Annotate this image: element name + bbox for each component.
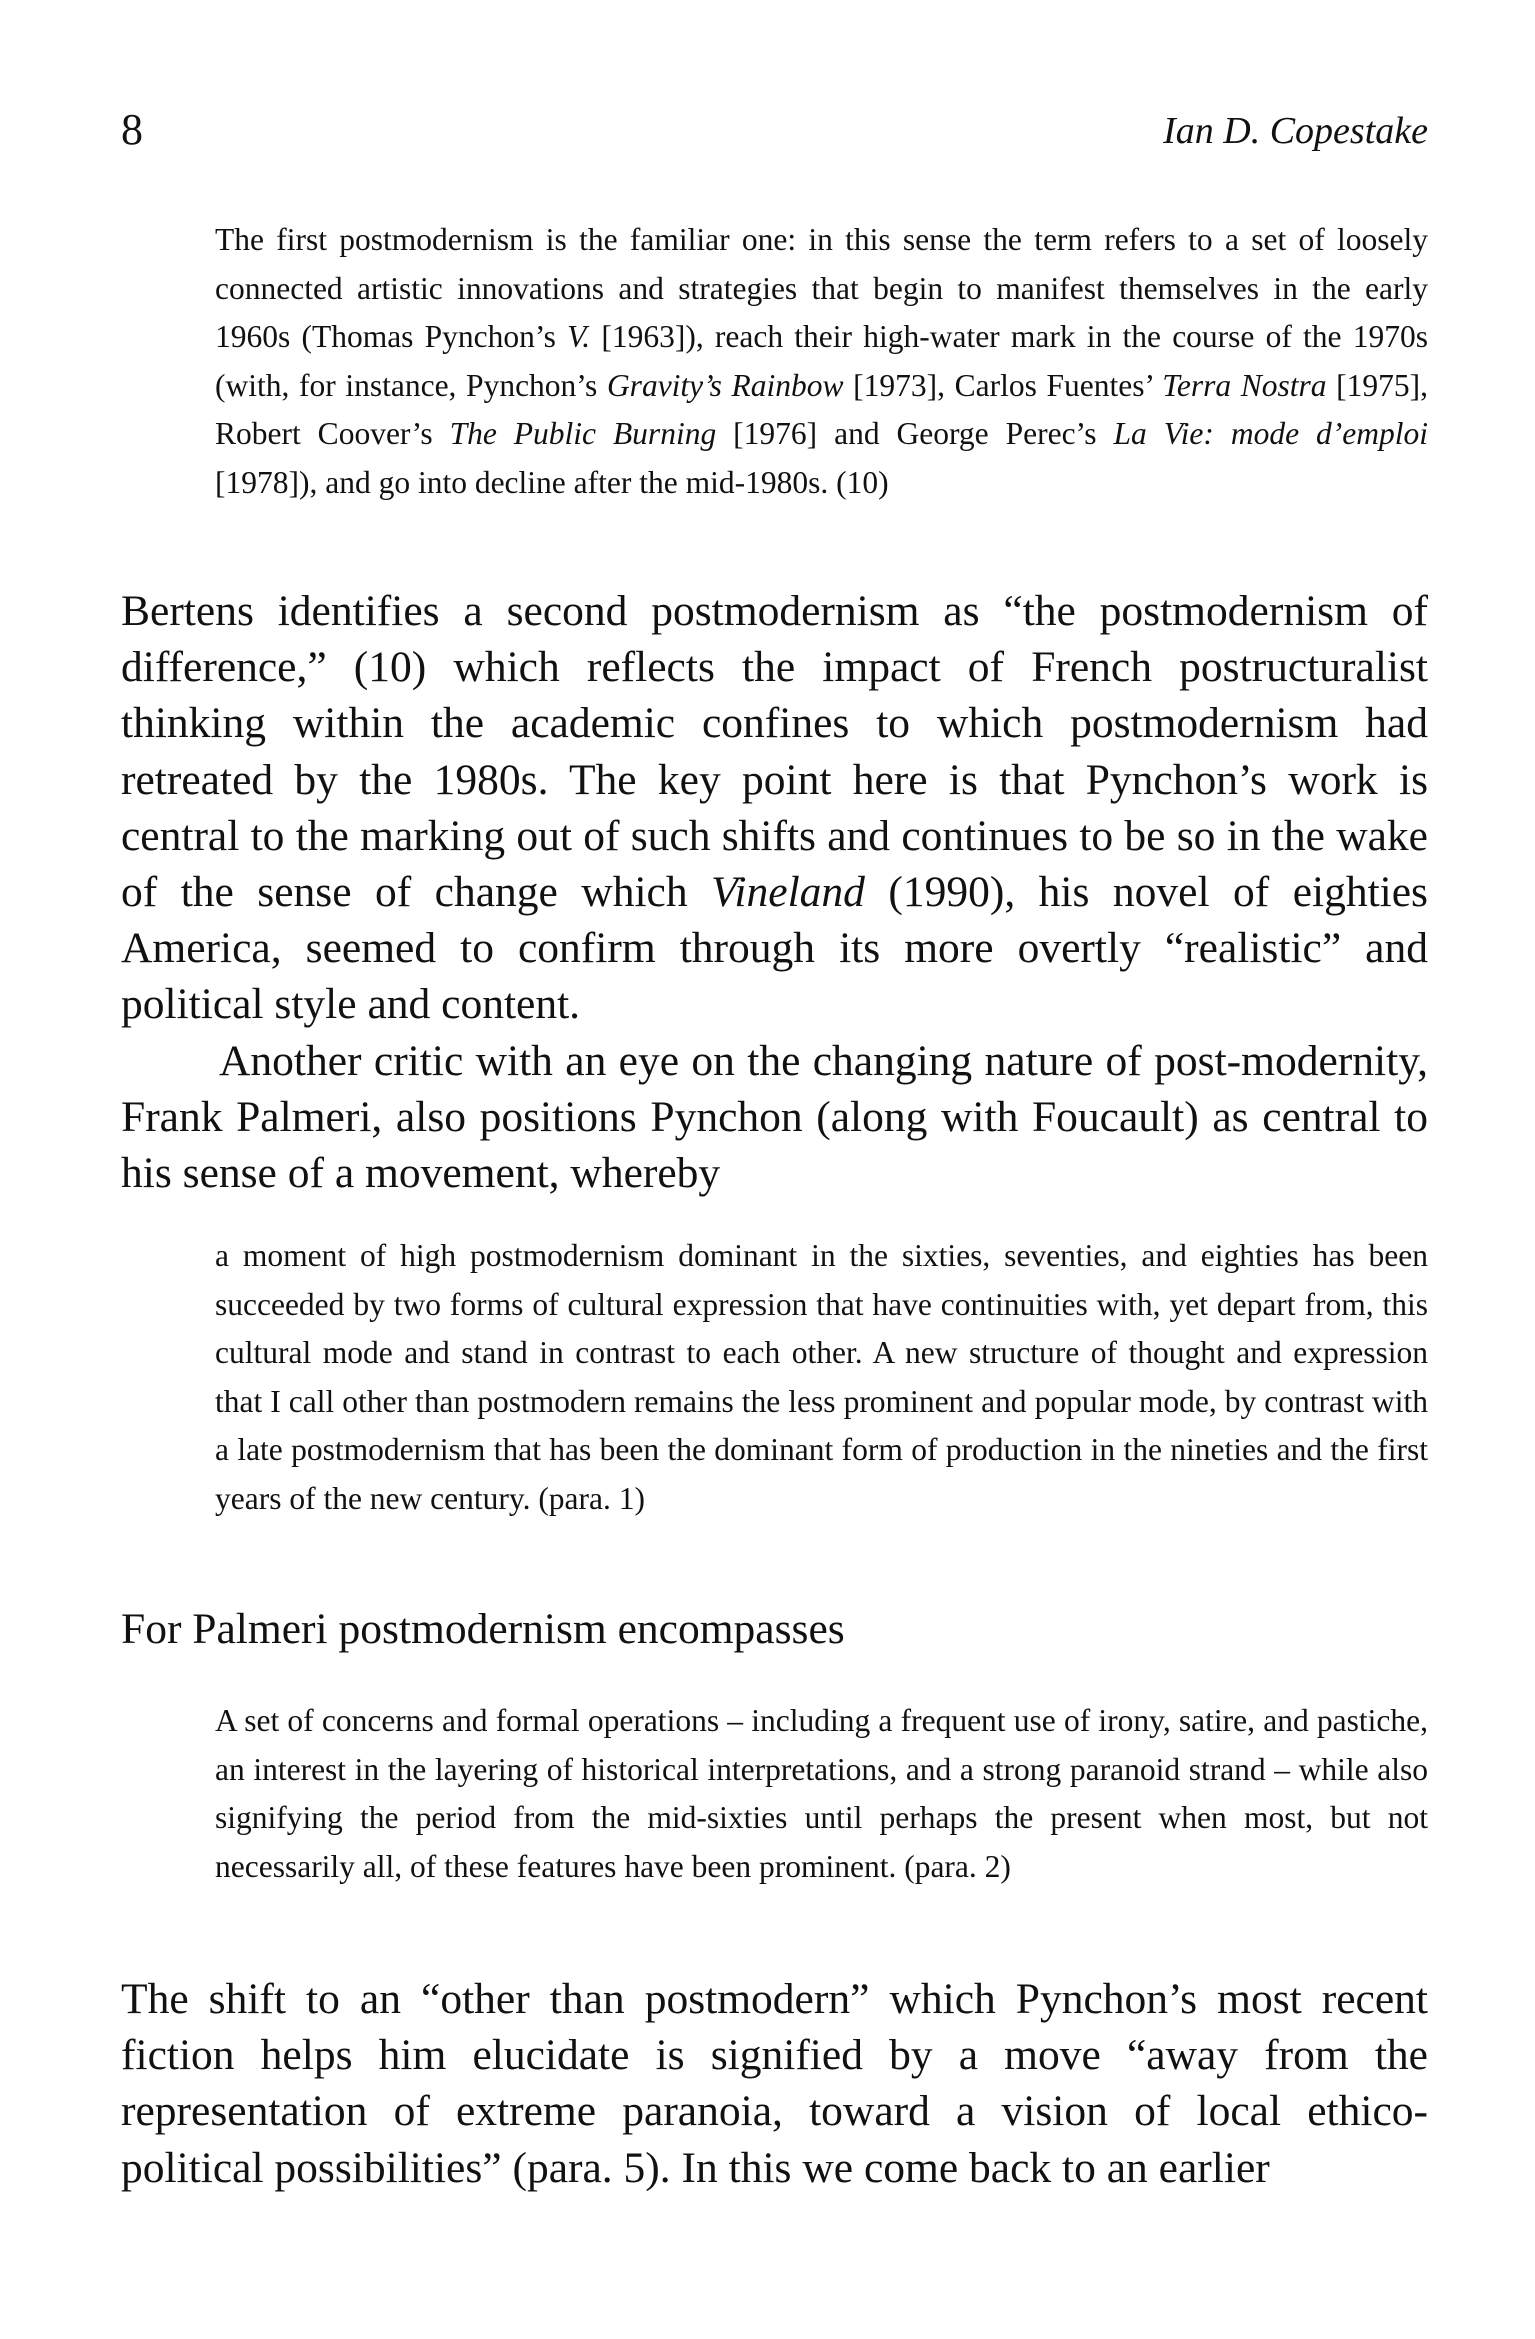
body-text: Bertens identifies a second postmodernism as “the postmodernism of difference,” (10) which reflects the impact of French postructuralist thinking within the academic confines to which postmodernism had retreated by the 1980s. The key point here is that Pynchon’s work is central to the marking out of such shifts and continues to be so in the wake of the sense of change which [121, 587, 1428, 917]
quote-paragraph: a moment of high postmodernism dominant in the sixties, seventies, and eighties has been succeeded by two forms of cultural expression that have continuities with, yet depart from, this cultural mode and stand in contrast to each other. A new structure of thought and expression that I call other than postmodern remains the less prominent and popular mode, by contrast with a late postmodernism that has been the dominant form of production in the nineties and the first years of the new century. (para. 1) [215, 1238, 1428, 1516]
quote-text: [1976] and George Perec’s [716, 416, 1114, 452]
body-text: (1990), his novel of eighties America, seemed to confirm through its more overtly “realistic” and political style and content. [121, 868, 1428, 1029]
body-section-1 [121, 583, 1428, 1201]
quote-text: [1963]), reach their high-water mark in the course of the 1970s (with, for instance, Pynchon’s [215, 319, 1428, 403]
block-quote-palmeri-2 [215, 1697, 1428, 1891]
body-paragraph: Another critic with an eye on the changing nature of post-modernity, Frank Palmeri, also positions Pynchon (along with Foucault) as central to his sense of a movement, whereby [121, 1036, 1428, 1198]
block-quote-bertens [215, 216, 1428, 508]
running-head: Ian D. Copestake [1163, 110, 1428, 152]
title-la-vie: La Vie: mode d’emploi [1113, 416, 1428, 452]
quote-text: [1975], Robert Coover’s [215, 367, 1428, 452]
quote-text: The first postmodernism is the familiar one: in this sense the term refers to a set of loosely connected artistic innovations and strategies that begin to manifest themselves in the early 1960s (Thomas Pynchon’s [215, 222, 1428, 355]
quote-paragraph [215, 216, 1428, 508]
title-v: V. [567, 319, 591, 355]
quote-paragraph: A set of concerns and formal operations – including a frequent use of irony, satire, and pastiche, an interest in the layering of historical interpretations, and a strong paranoid strand – while also signifying the period from the mid-sixties until perhaps the present when most, but not necessarily all, of these features have been prominent. (para. 2) [215, 1703, 1428, 1884]
body-paragraph [121, 583, 1428, 1033]
title-vineland: Vineland [711, 868, 865, 917]
quote-text: [1973], Carlos Fuentes’ [843, 367, 1163, 403]
page-number: 8 [121, 105, 143, 154]
body-paragraph: For Palmeri postmodernism encompasses [121, 1605, 845, 1653]
title-terra-nostra: Terra Nostra [1162, 367, 1327, 403]
quote-text: [1978]), and go into decline after the mid-1980s. (10) [215, 464, 889, 500]
title-gravitys-rainbow: Gravity’s Rainbow [606, 367, 844, 403]
body-section-3 [121, 1971, 1428, 2196]
body-section-2 [121, 1601, 1428, 1657]
block-quote-palmeri-1 [215, 1232, 1428, 1524]
body-paragraph: The shift to an “other than postmodern” which Pynchon’s most recent fiction helps him elucidate is signified by a move “away from the representation of extreme paranoia, toward a vision of local ethico-political possibilities” (para. 5). In this we come back to an earlier [121, 1975, 1428, 2192]
title-public-burning: The Public Burning [449, 416, 717, 452]
